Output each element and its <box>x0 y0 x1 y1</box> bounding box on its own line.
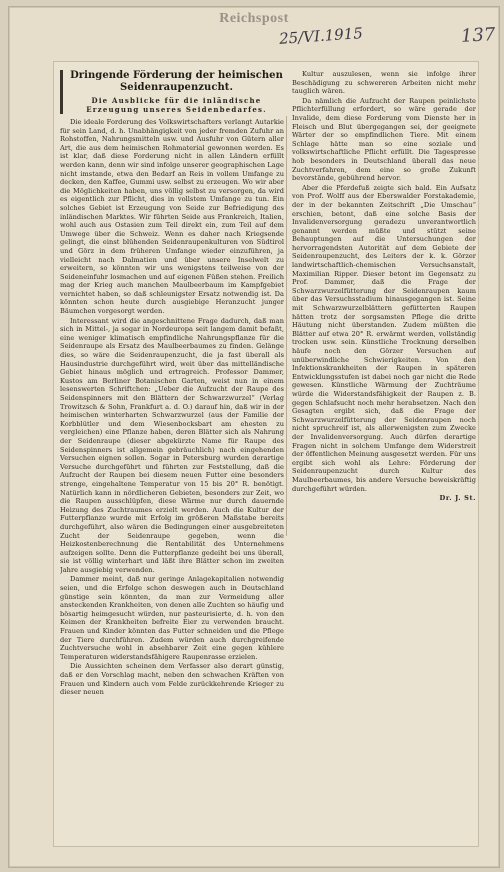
article-left-column <box>60 70 284 840</box>
article-paragraph: Aber die Pferdefuß zeigte sich bald. Ein Aufsatz von Prof. Wolff aus der Eberswalder Forstakademie, der in der bekannten Zeitschrift „Die Umschau“ erschien, betont, daß eine solche Basis der Invalidenversorgung geradezu unverantwortlich genannt werden müßte und stützt seine Behauptungen auf die Untersuchungen der hervorragendsten Autorität auf dem Gebiete der Seidenraupenzucht, des Leiters der k. k. Görzer landwirtschaftlich-chemischen Versuchsanstalt, Maximilian Ripper. Dieser betont im Gegensatz zu Prof. Dammer, daß die Frage der Schwarzwurzelfütterung der Seidenraupen kaum über das Versuchsstadium hinausgegangen ist. Seine mit Schwarzwurzelblättern gefütterten Raupen hätten trotz der sorgsamsten Pflege die dritte Häutung nicht überstanden. Zudem müßten die Blätter auf etwa 20° R. erwärmt werden, vollständig trocken usw. sein. Künstliche Trocknung derselben häufe noch den Görzer Versuchen auf unüberwindliche Schwierigkeiten. Von den Infektionskrankheiten der Raupen in späteren Entwicklungsstufen ist dabei noch gar nicht die Rede gewesen. Künstliche Wärmung der Zuchträume würde die Widerstandsfähigkeit der Raupen z. B. gegen Schlafsucht noch mehr herabsetzen. Nach den Gesagten ergibt sich, daß die Frage der Schwarzwurzelfütterung der Seidenraupen noch nicht spruchreif ist, als allerwenigsten zum Zwecke der Invalidenversorgung. Auch dürfen derartige Fragen nicht in solchem Umfange dem Widerstreit der öffentlichen Meinung ausgesetzt werden. Für uns ergibt sich wohl als Lehre: Förderung der Seidenraupenzucht durch Kultur des Maulbeerbaumes, bis andere Versuche beweiskräftig durchgeführt würden. <box>292 183 476 493</box>
article-right-column <box>292 70 476 522</box>
column-divider <box>286 116 287 536</box>
masthead: Reichspost <box>219 11 289 26</box>
handwritten-number: 137 <box>460 24 496 47</box>
article-paragraph: Kultur auszulesen, wenn sie infolge ihrer Beschädigung zu schwereren Arbeiten nicht mehr tauglich wären. <box>292 70 476 96</box>
handwritten-date: 25/VI.1915 <box>278 24 364 48</box>
article-clipping <box>53 61 479 847</box>
article-paragraph: Da nämlich die Aufzucht der Raupen peinlichste Pflichterfüllung erfordert, so wäre gerade der Invalide, dem diese Forderung vom Dienste her in Fleisch und Blut übergegangen sei, der geeignete Wärter der so empfindlichen Tiere. Mit einem Schlage hätte man so eine soziale und volkswirtschaftliche Pflicht erfüllt. Die Tagespresse hob besonders in Deutschland überall das neue Zuchtverfahren, dem eine so große Zukunft bevorstände, gebührend hervor. <box>292 96 476 183</box>
article-heading <box>60 70 284 114</box>
newspaper-sheet <box>8 6 500 868</box>
article-title: Dringende Förderung der heimischen Seidenraupenzucht. <box>70 70 283 93</box>
article-paragraph: Interessant wird die angeschnittene Frage dadurch, daß man sich in Mittel-, ja sogar in Nordeuropa seit langem damit befaßt, eine weniger klimatisch empfindliche Nahrungspflanze für die Seidenraupe als Ersatz des Maulbeerbaumes zu finden. Gelänge dies, so wäre die Seidenraupenzucht, die ja fast überall als Hausindustrie durchgeführt wird, weit über das mittelländische Gebiet hinaus möglich und ertragreich. Professor Dammer, Kustos am Berliner Botanischen Garten, weist nun in einem lesenswerten Schriftchen: „Ueber die Aufzucht der Raupe des Seidenspinners mit den Blättern der Schwarzwurzel“ (Verlag Trowitzsch & Sohn, Frankfurt a. d. O.) darauf hin, daß wir in der heimischen winterharten Schwarzwurzel (aus der Familie der Korbblütler und dem Wiesenbocksbart am ehesten zu vergleichen) eine Pflanze haben, deren Blätter sich als Nahrung der Seidenraupe (dieser abgekürzte Name für Raupe des Seidenspinners ist allgemein gebräuchlich) nach eingehenden Versuchen eignen sollen. Sogar in Petersburg wurden derartige Versuche durchgeführt und führten zur Feststellung, daß die Aufzucht der Raupen bei diesem neuen Futter eine besonders strenge, eingehaltene Temperatur von 15 bis 20° R. benötigt. Natürlich kann in nördlicheren Gebieten, besonders zur Zeit, wo die Raupen ausschlüpfen, diese Wärme nur durch dauernde Heizung des Zuchtraumes erzielt werden. Auch die Kultur der Futterpflanze wurde mit Erfolg im größeren Maßstabe bereits durchgeführt, also wären die Bedingungen einer ausgebreiteten Zucht der Seidenraupe gegeben, wenn die Heizkostenberechnung die Rentabilität des Unternehmens aufzeigen sollte. Denn die Futterpflanze gedeiht bei uns überall, sie ist völlig winterhart und läßt ihre Blätter schon im zweiten Jahre ausgiebig verwenden. <box>60 316 284 574</box>
article-byline: Dr. J. St. <box>439 494 476 503</box>
article-paragraph: Dammer meint, daß nur geringe Anlagekapitalien notwendig seien, und die Erfolge schon deswegen auch in Deutschland günstige sein könnten, da man zur Vermeidung aller ansteckenden Krankheiten, von denen alle Zuchten so häufig und bösartig heimgesucht würden, nur pasteurisierte, d. h. von den Keimen der Krankheiten befreite Eier zu verwenden braucht. Frauen und Kinder könnten das Futter schneiden und die Pflege der Tiere durchführen. Zudem würden auch durchgreifende Zuchtversuche wohl in absehbarer Zeit eine gegen kühlere Temperaturen widerstandsfähigere Raupenrasse erzielen. <box>60 575 284 661</box>
article-paragraph: Die Aussichten scheinen dem Verfasser also derart günstig, daß er den Vorschlag macht, neben den schwachen Kräften von Frauen und Kindern auch vom Felde zurückkehrende Krieger zu dieser neuen <box>60 662 284 697</box>
article-paragraph: Die ideale Forderung des Volkswirtschafters verlangt Autarkie für sein Land, d. h. Unabhängigkeit von jeder fremden Zufuhr an Rohstoffen, Nahrungsmitteln usw. und Ausfuhr von Gütern aller Art, die aus dem heimischen Rohmaterial gewonnen werden. Es ist klar, daß diese Forderung nicht in allen Ländern erfüllt werden kann, denn wir sind infolge unserer geographischen Lage nicht imstande, etwa den Bedarf an Reis in vollem Umfange zu decken, den Kaffee, Gummi usw. selbst zu erzeugen. Wo wir aber die Möglichkeiten haben, uns völlig selbst zu versorgen, da wird es eigentlich zur Pflicht, dies in vollstem Umfange zu tun. Ein solches Gebiet ist Erzeugung von Seide zur Befriedigung des inländischen Marktes. Wir führten Seide aus Frankreich, Italien, wohl auch aus Ostasien zum Teil direkt ein, zum Teil auf dem Umwege über die Schweiz. Wenn es daher nach Kriegsende gelingt, die einst blühenden Seidenraupenkulturen von Südtirol und Görz in dem früheren Umfange wieder einzuführen, ja vielleicht nach Dalmatien und über unsere Inselwelt zu erweitern, so könnten wir uns wenigstens teilweise von der Seideneinfuhr losmachen und auf eigenen Füßen stehen. Freilich mag der Krieg auch manchen Maulbeerbaum im Kampfgebiet vernichtet haben, so daß schleunigster Ersatz notwendig ist. Da könnten schon heute durch ausgiebige Heranzucht junger Bäumchen vorgesorgt werden. <box>60 118 284 316</box>
article-subtitle: Die Ausblicke für die inländische Erzeugung unseres Seidenbedarfes. <box>86 96 267 114</box>
